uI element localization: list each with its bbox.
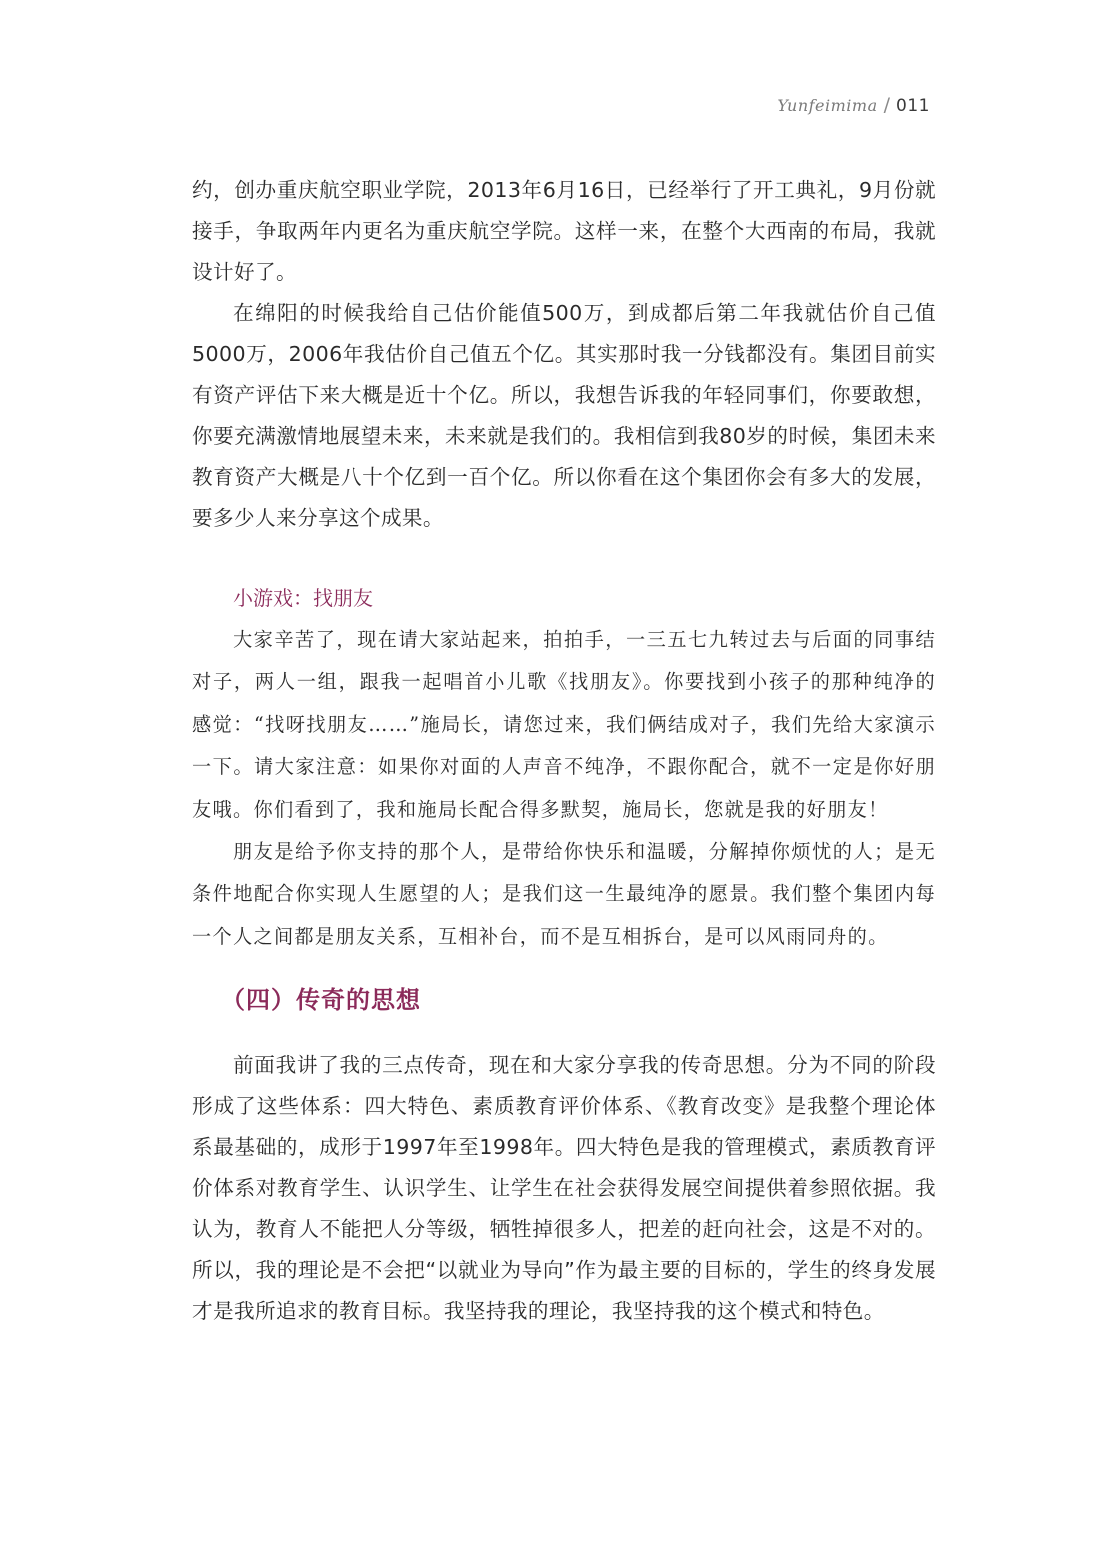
header-separator: /: [883, 94, 891, 116]
game-subheading: 小游戏：找朋友: [233, 586, 373, 610]
paragraph-continued: 约，创办重庆航空职业学院，2013年6月16日，已经举行了开工典礼，9月份就接手，争取两年内更名为重庆航空学院。这样一来，在整个大西南的布局，我就设计好了。: [192, 178, 936, 284]
game-paragraph-2: 朋友是给予你支持的那个人，是带给你快乐和温暖，分解掉你烦忧的人；是无条件地配合你实现人生愿望的人；是我们这一生最纯净的愿景。我们整个集团内每一个人之间都是朋友关系，互相补台，而不是互相拆台，是可以风雨同舟的。: [192, 840, 936, 948]
running-title: Yunfeimima: [777, 96, 878, 115]
paragraph-valuation: 在绵阳的时候我给自己估价能值500万，到成都后第二年我就估价自己值5000万，2006年我估价自己值五个亿。其实那时我一分钱都没有。集团目前实有资产评估下来大概是近十个亿。所以，我想告诉我的年轻同事们，你要敢想，你要充满激情地展望未来，未来就是我们的。我相信到我80岁的时候，集团未来教育资产大概是八十个亿到一百个亿。所以你看在这个集团你会有多大的发展，要多少人来分享这个成果。: [192, 301, 936, 530]
section-paragraph: 前面我讲了我的三点传奇，现在和大家分享我的传奇思想。分为不同的阶段形成了这些体系：四大特色、素质教育评价体系、《教育改变》是我整个理论体系最基础的，成形于1997年至1998年。四大特色是我的管理模式，素质教育评价体系对教育学生、认识学生、让学生在社会获得发展空间提供着参照依据。我认为，教育人不能把人分等级，牺牲掉很多人，把差的赶向社会，这是不对的。所以，我的理论是不会把“以就业为导向”作为最主要的目标的，学生的终身发展才是我所追求的教育目标。我坚持我的理论，我坚持我的这个模式和特色。: [192, 1053, 936, 1324]
page-body: [192, 170, 936, 1332]
page-number: 011: [896, 96, 930, 116]
section-heading: （四）传奇的思想: [221, 986, 421, 1015]
game-paragraph-1: 大家辛苦了，现在请大家站起来，拍拍手，一三五七九转过去与后面的同事结对子，两人一组，跟我一起唱首小儿歌《找朋友》。你要找到小孩子的那种纯净的感觉：“找呀找朋友……”施局长，请您过来，我们俩结成对子，我们先给大家演示一下。请大家注意：如果你对面的人声音不纯净，不跟你配合，就不一定是你好朋友哦。你们看到了，我和施局长配合得多默契，施局长，您就是我的好朋友！: [192, 628, 936, 821]
page-header: [777, 94, 930, 116]
